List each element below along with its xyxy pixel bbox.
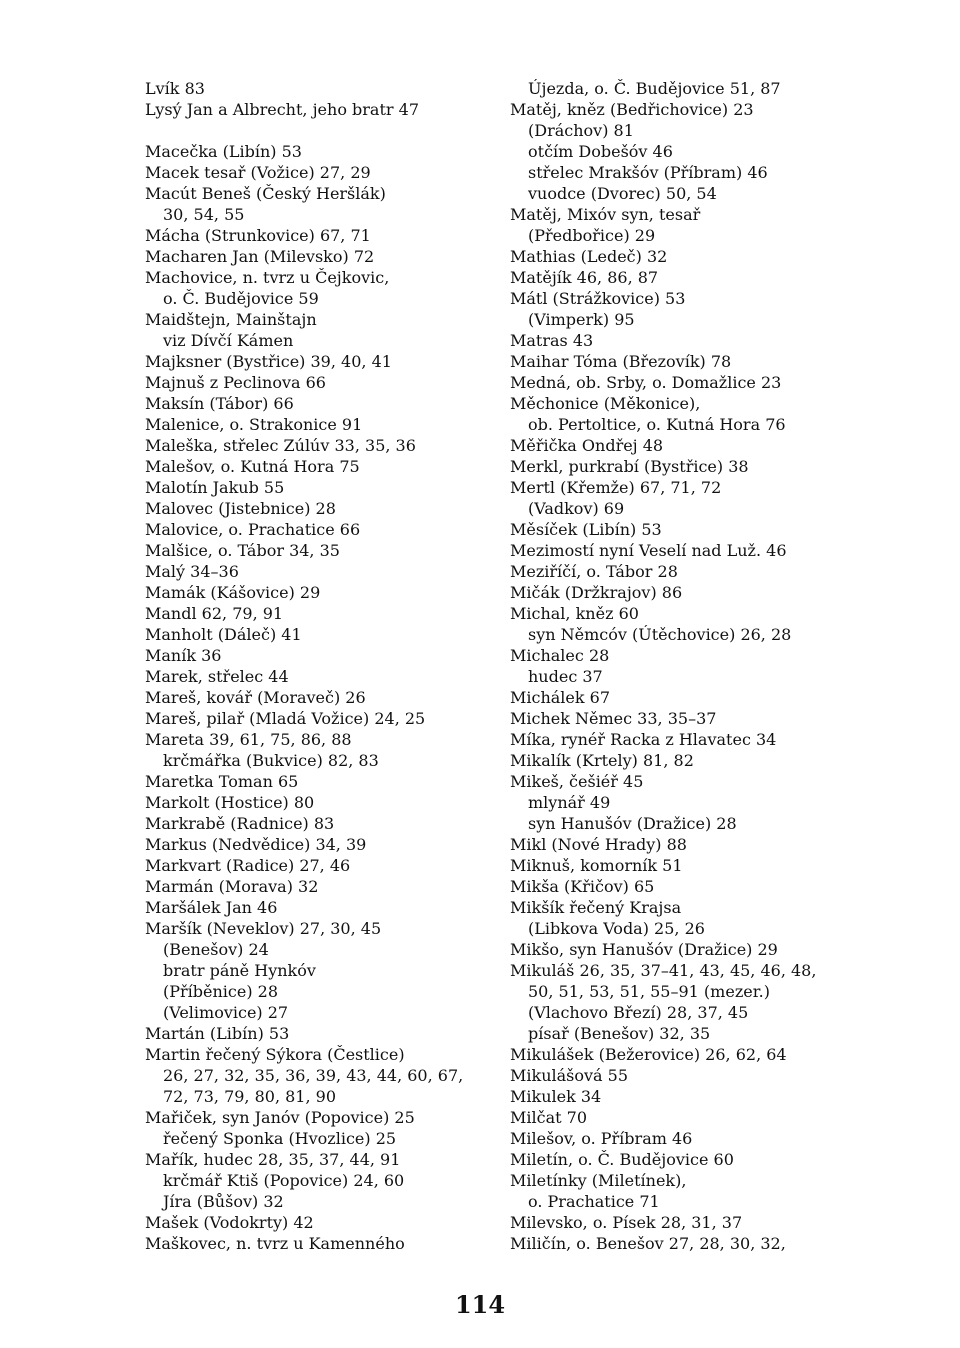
index-entry-line: Martin řečený Sýkora (Čestlice) — [145, 1045, 405, 1064]
index-entry-line: viz Dívčí Kámen — [163, 331, 294, 350]
index-entry-line: (Dráchov) 81 — [528, 121, 634, 140]
index-entry-line: (Předbořice) 29 — [528, 226, 656, 245]
index-entry-line: Mareta 39, 61, 75, 86, 88 — [145, 730, 352, 749]
index-entry-line: Macečka (Libín) 53 — [145, 142, 302, 161]
index-entry-line: ob. Pertoltice, o. Kutná Hora 76 — [528, 415, 786, 434]
index-entry-line: 30, 54, 55 — [163, 205, 245, 224]
index-entry-line: Marmán (Morava) 32 — [145, 877, 319, 896]
index-entry-line: Michek Němec 33, 35–37 — [510, 709, 717, 728]
index-entry-line: Mikuláš 26, 35, 37–41, 43, 45, 46, 48, — [510, 961, 817, 980]
index-entry-line: krčmářka (Bukvice) 82, 83 — [163, 751, 379, 770]
index-entry-line: Markolt (Hostice) 80 — [145, 793, 315, 812]
index-entry-line: písař (Benešov) 32, 35 — [528, 1024, 711, 1043]
index-entry-line: Mičák (Držkrajov) 86 — [510, 583, 683, 602]
index-entry-line: Maleška, střelec Zúlúv 33, 35, 36 — [145, 436, 416, 455]
index-entry-line: Mikšo, syn Hanušóv (Dražice) 29 — [510, 940, 778, 959]
index-entry-line: Újezda, o. Č. Budějovice 51, 87 — [528, 79, 781, 98]
index-entry-line: Měsíček (Libín) 53 — [510, 520, 662, 539]
page-number: 114 — [454, 1290, 506, 1319]
index-column-left — [145, 78, 465, 1254]
index-entry-line: (Libkova Voda) 25, 26 — [528, 919, 705, 938]
index-entry-line: Mařiček, syn Janóv (Popovice) 25 — [145, 1108, 415, 1127]
index-entry-line: Markvart (Radice) 27, 46 — [145, 856, 351, 875]
index-entry-line: Miknuš, komorník 51 — [510, 856, 683, 875]
index-entry-line: 72, 73, 79, 80, 81, 90 — [163, 1087, 337, 1106]
index-entry-line: bratr páně Hynkóv — [163, 961, 316, 980]
index-entry-line: Mikeš, češiéř 45 — [510, 772, 644, 791]
index-entry-line: Majksner (Bystřice) 39, 40, 41 — [145, 352, 392, 371]
index-entry-line: syn Hanušóv (Dražice) 28 — [528, 814, 737, 833]
index-entry-line: Matějík 46, 86, 87 — [510, 268, 659, 287]
index-entry-line: Matěj, kněz (Bedřichovice) 23 — [510, 100, 754, 119]
index-entry-line: vuodce (Dvorec) 50, 54 — [528, 184, 717, 203]
index-entry-line: Malý 34–36 — [145, 562, 239, 581]
index-entry-line: (Vimperk) 95 — [528, 310, 635, 329]
index-entry-line: (Vlachovo Březí) 28, 37, 45 — [528, 1003, 749, 1022]
index-entry-line: Michalec 28 — [510, 646, 610, 665]
index-entry-line: Mikalík (Krtely) 81, 82 — [510, 751, 694, 770]
index-entry-line: syn Němcóv (Útěchovice) 26, 28 — [528, 625, 792, 644]
index-entry-line: Michal, kněz 60 — [510, 604, 639, 623]
index-entry-line: (Velimovice) 27 — [163, 1003, 289, 1022]
index-entry-line: 26, 27, 32, 35, 36, 39, 43, 44, 60, 67, — [163, 1066, 464, 1085]
index-entry-line: otčím Dobešóv 46 — [528, 142, 673, 161]
index-entry-line: Lysý Jan a Albrecht, jeho bratr 47 — [145, 100, 419, 119]
index-entry-line: 50, 51, 53, 51, 55–91 (mezer.) — [528, 982, 770, 1001]
index-entry-line: (Vadkov) 69 — [528, 499, 625, 518]
index-entry-line: Lvík 83 — [145, 79, 205, 98]
index-entry-line: Macút Beneš (Český Heršlák) — [145, 184, 386, 203]
index-entry-line: Mašek (Vodokrty) 42 — [145, 1213, 314, 1232]
index-entry-line: Mertl (Křemže) 67, 71, 72 — [510, 478, 722, 497]
index-entry-line: Miličín, o. Benešov 27, 28, 30, 32, — [510, 1234, 786, 1253]
index-entry-line: (Benešov) 24 — [163, 940, 269, 959]
index-entry-line: Mareš, pilař (Mladá Vožice) 24, 25 — [145, 709, 426, 728]
index-entry-line: Mikša (Křičov) 65 — [510, 877, 655, 896]
index-entry-line: Matěj, Mixóv syn, tesař — [510, 205, 701, 224]
index-entry-line: Maksín (Tábor) 66 — [145, 394, 294, 413]
index-entry-line: Milešov, o. Příbram 46 — [510, 1129, 693, 1148]
index-entry-line: Mařík, hudec 28, 35, 37, 44, 91 — [145, 1150, 401, 1169]
index-entry-line: o. Prachatice 71 — [528, 1192, 660, 1211]
index-entry-line: Medná, ob. Srby, o. Domažlice 23 — [510, 373, 782, 392]
index-entry-line: Malotín Jakub 55 — [145, 478, 285, 497]
index-entry-line: (Příběnice) 28 — [163, 982, 279, 1001]
index-entry-line: Milevsko, o. Písek 28, 31, 37 — [510, 1213, 743, 1232]
index-entry-line: Majnuš z Peclinova 66 — [145, 373, 326, 392]
index-entry-line: Mikulášová 55 — [510, 1066, 629, 1085]
index-entry-line: Mikl (Nové Hrady) 88 — [510, 835, 687, 854]
index-entry-line: řečený Sponka (Hvozlice) 25 — [163, 1129, 397, 1148]
index-entry-line: Malovec (Jistebnice) 28 — [145, 499, 336, 518]
index-entry-line: Malovice, o. Prachatice 66 — [145, 520, 361, 539]
index-entry-line: Maršálek Jan 46 — [145, 898, 278, 917]
index-entry-line: Maník 36 — [145, 646, 222, 665]
index-entry-line: Macek tesař (Vožice) 27, 29 — [145, 163, 371, 182]
index-entry-line: Mácha (Strunkovice) 67, 71 — [145, 226, 371, 245]
index-entry-line: Měřička Ondřej 48 — [510, 436, 664, 455]
index-entry-line: Mathias (Ledeč) 32 — [510, 247, 668, 266]
index-entry-line: Malenice, o. Strakonice 91 — [145, 415, 363, 434]
index-entry-line: Martán (Libín) 53 — [145, 1024, 290, 1043]
index-entry-line: Macharen Jan (Milevsko) 72 — [145, 247, 375, 266]
index-entry-line: Mareš, kovář (Moraveč) 26 — [145, 688, 366, 707]
index-entry-line: Míka, rynéř Racka z Hlavatec 34 — [510, 730, 777, 749]
index-entry-line: Mátl (Strážkovice) 53 — [510, 289, 686, 308]
index-entry-line: Mezimostí nyní Veselí nad Luž. 46 — [510, 541, 787, 560]
index-entry-line: Markus (Nedvědice) 34, 39 — [145, 835, 367, 854]
index-entry-line: hudec 37 — [528, 667, 603, 686]
index-entry-line: Malšice, o. Tábor 34, 35 — [145, 541, 340, 560]
index-entry-line: Mamák (Kášovice) 29 — [145, 583, 321, 602]
index-entry-line: Maškovec, n. tvrz u Kamenného — [145, 1234, 405, 1253]
index-column-right — [510, 78, 830, 1254]
index-entry-line: krčmář Ktiš (Popovice) 24, 60 — [163, 1171, 405, 1190]
index-entry-line: Matras 43 — [510, 331, 594, 350]
index-entry-line: Mikšík řečený Krajsa — [510, 898, 682, 917]
index-entry-line: Miletín, o. Č. Budějovice 60 — [510, 1150, 734, 1169]
index-entry-line: střelec Mrakšóv (Příbram) 46 — [528, 163, 768, 182]
index-entry-line: Maršík (Neveklov) 27, 30, 45 — [145, 919, 382, 938]
index-entry-line: Marek, střelec 44 — [145, 667, 289, 686]
index-entry-line: Markrabě (Radnice) 83 — [145, 814, 335, 833]
index-entry-line: Meziříčí, o. Tábor 28 — [510, 562, 678, 581]
index-entry-line: Milčat 70 — [510, 1108, 587, 1127]
index-entry-line: Mandl 62, 79, 91 — [145, 604, 284, 623]
index-entry-line: Mikulášek (Bežerovice) 26, 62, 64 — [510, 1045, 787, 1064]
index-entry-line: Maretka Toman 65 — [145, 772, 299, 791]
index-entry-line: Merkl, purkrabí (Bystřice) 38 — [510, 457, 749, 476]
index-entry-line: mlynář 49 — [528, 793, 611, 812]
index-entry-line: Maihar Tóma (Březovík) 78 — [510, 352, 732, 371]
index-entry-line: Michálek 67 — [510, 688, 611, 707]
index-entry-line: Manholt (Dáleč) 41 — [145, 625, 302, 644]
index-entry-line: Mikulek 34 — [510, 1087, 602, 1106]
index-spacer — [145, 120, 465, 141]
index-entry-line: Malešov, o. Kutná Hora 75 — [145, 457, 360, 476]
index-entry-line: Machovice, n. tvrz u Čejkovic, — [145, 268, 390, 287]
index-entry-line: Jíra (Bůšov) 32 — [163, 1192, 284, 1211]
index-entry-line: Maidštejn, Mainštajn — [145, 310, 317, 329]
index-entry-line: o. Č. Budějovice 59 — [163, 289, 319, 308]
index-entry-line: Miletínky (Miletínek), — [510, 1171, 687, 1190]
index-entry-line: Měchonice (Měkonice), — [510, 394, 701, 413]
